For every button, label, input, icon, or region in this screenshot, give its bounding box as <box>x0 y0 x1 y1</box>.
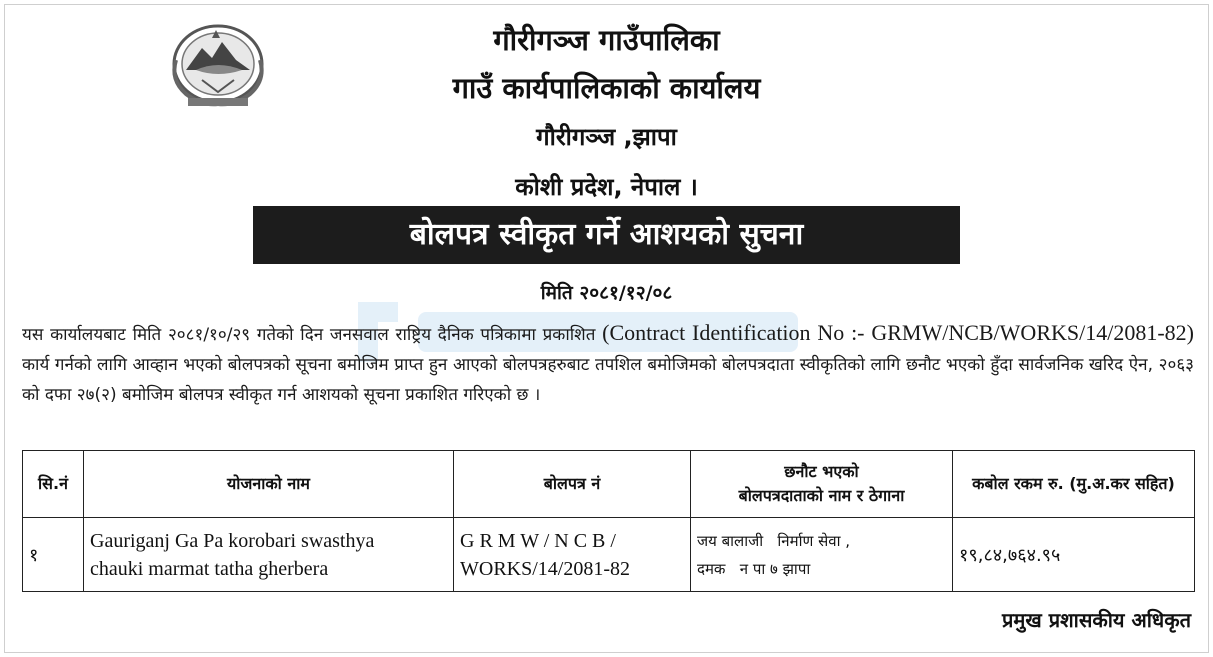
notice-date: मिति २०८१/१२/०८ <box>540 282 673 304</box>
row-bid-no <box>454 518 691 592</box>
tender-table <box>22 450 1195 592</box>
notice-body <box>22 318 1194 410</box>
contract-identification: (Contract Identification No :- GRMW/NCB/WORKS/14/2081-82) <box>602 320 1194 345</box>
row-project-line1: Gauriganj Ga Pa korobari swasthya <box>90 529 375 552</box>
signatory-title: प्रमुख प्रशासकीय अधिकृत <box>1002 608 1191 632</box>
row-bid-line1: G R M W / N C B / <box>460 529 616 552</box>
table-header-row <box>23 451 1195 518</box>
row-project-line2: chauki marmat tatha gherbera <box>90 557 329 580</box>
office-name: गाउँ कार्यपालिकाको कार्यालय <box>452 71 761 105</box>
province-name: कोशी प्रदेश, नेपाल । <box>515 173 698 201</box>
row-vendor <box>691 518 953 592</box>
row-amount: १९,८४,७६४.९५ <box>953 518 1195 592</box>
municipality-name: गौरीगञ्ज गाउँपालिका <box>493 23 720 57</box>
header-project: योजनाको नाम <box>84 451 454 518</box>
header-sn: सि.नं <box>23 451 84 518</box>
row-bid-line2: WORKS/14/2081-82 <box>460 557 630 580</box>
table-row <box>23 518 1195 592</box>
office-location: गौरीगञ्ज ,झापा <box>536 123 677 151</box>
row-vendor-line1: जय बालाजी निर्माण सेवा , <box>697 531 851 550</box>
header-vendor-line2: बोलपत्रदाताको नाम र ठेगाना <box>738 486 905 505</box>
header-bid-no: बोलपत्र नं <box>454 451 691 518</box>
row-project <box>84 518 454 592</box>
header-vendor <box>691 451 953 518</box>
header-amount: कबोल रकम रु. (मु.अ.कर सहित) <box>953 451 1195 518</box>
row-vendor-line2: दमक न पा ७ झापा <box>697 559 811 578</box>
notice-body-part1: यस कार्यालयबाट मिति २०८१/१०/२९ गतेको दिन जनसवाल राष्ट्रिय दैनिक पत्रिकामा प्रकाशित <box>22 325 603 345</box>
row-sn: १ <box>23 518 84 592</box>
header-vendor-line1: छनौट भएको <box>784 462 859 481</box>
notice-body-part2: कार्य गर्नको लागि आव्हान भएको बोलपत्रको सूचना बमोजिम प्राप्त हुन आएको बोलपत्रहरुबाट तपशिल बमोजिमको बोलपत्रदाता स्वीकृतिको लागि छनौट भएको हुँदा सार्वजनिक खरिद ऐन, २०६३ को दफा २७(२) बमोजिम बोलपत्र स्वीकृत गर्न आशयको सूचना प्रकाशित गरिएको छ । <box>22 355 1194 405</box>
notice-title-banner: बोलपत्र स्वीकृत गर्ने आशयको सुचना <box>253 206 960 264</box>
